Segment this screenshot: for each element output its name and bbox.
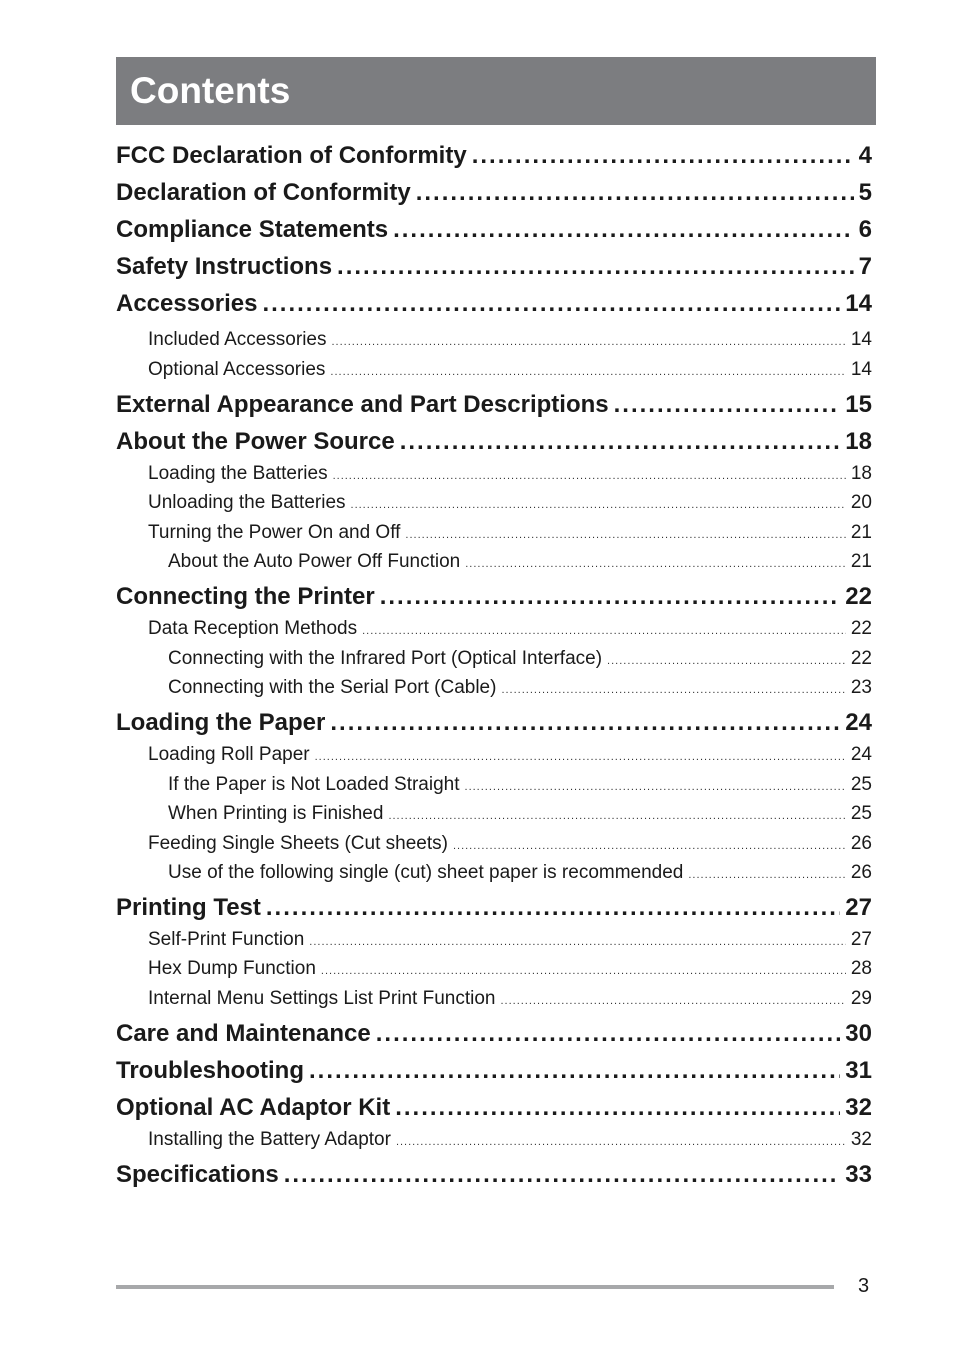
toc-entry[interactable]: [116, 1092, 872, 1124]
toc-entry[interactable]: [116, 251, 872, 283]
footer-rule: [116, 1285, 834, 1289]
toc-entry-page: 22: [850, 618, 872, 639]
toc-subentry[interactable]: [116, 956, 872, 982]
toc-subentry[interactable]: [116, 327, 872, 353]
toc-entry[interactable]: [116, 426, 872, 458]
toc-subentry[interactable]: [116, 1127, 872, 1153]
page-title: Contents: [130, 70, 291, 111]
dot-leader: [416, 177, 854, 209]
toc-subentry[interactable]: [116, 986, 872, 1012]
dot-leader: [351, 492, 846, 516]
toc-entry-label: Hex Dump Function: [148, 958, 316, 979]
dot-leader: [315, 744, 846, 768]
toc-entry-page: 15: [845, 391, 872, 418]
toc-entry-label: Accessories: [116, 290, 258, 317]
toc-entry-page: 24: [845, 709, 872, 736]
dot-leader: [453, 833, 846, 857]
toc-entry-page: 24: [850, 744, 872, 765]
dot-leader: [309, 1055, 840, 1087]
toc-entry-page: 23: [850, 677, 872, 698]
toc-entry-label: Installing the Battery Adaptor: [148, 1129, 391, 1150]
toc-entry-label: Care and Maintenance: [116, 1020, 371, 1047]
dot-leader: [284, 1159, 841, 1191]
toc-entry[interactable]: [116, 581, 872, 613]
toc-entry-label: Declaration of Conformity: [116, 179, 411, 206]
toc-subsubentry[interactable]: [116, 549, 872, 575]
toc-entry-label: Printing Test: [116, 894, 261, 921]
toc-entry-page: 21: [850, 551, 872, 572]
toc-entry-label: Safety Instructions: [116, 253, 333, 280]
toc-entry-page: 18: [850, 463, 872, 484]
toc-entry-label: Connecting with the Infrared Port (Optical Interface): [168, 648, 603, 669]
dot-leader: [380, 581, 841, 613]
toc-subsubentry[interactable]: [116, 675, 872, 701]
toc-entry-page: 5: [858, 179, 872, 206]
toc-entry-page: 29: [850, 988, 872, 1009]
toc-entry-page: 32: [845, 1094, 872, 1121]
toc-entry-page: 21: [850, 522, 872, 543]
dot-leader: [688, 862, 845, 886]
toc-entry-page: 28: [850, 958, 872, 979]
toc-subsubentry[interactable]: [116, 801, 872, 827]
toc-subentry[interactable]: [116, 461, 872, 487]
toc-entry-label: Data Reception Methods: [148, 618, 358, 639]
toc-entry-label: External Appearance and Part Descriptions: [116, 391, 609, 418]
dot-leader: [309, 929, 846, 953]
toc-subsubentry[interactable]: [116, 860, 872, 886]
toc-entry-label: Optional AC Adaptor Kit: [116, 1094, 391, 1121]
toc-entry-page: 22: [850, 648, 872, 669]
toc-subentry[interactable]: [116, 927, 872, 953]
dot-leader: [262, 288, 840, 320]
toc-entry[interactable]: [116, 1055, 872, 1087]
toc-entry-label: Connecting with the Serial Port (Cable): [168, 677, 497, 698]
toc-entry-label: Included Accessories: [148, 329, 327, 350]
toc-entry[interactable]: [116, 1018, 872, 1050]
toc-entry-page: 14: [845, 290, 872, 317]
dot-leader: [330, 707, 840, 739]
toc-entry[interactable]: [116, 1159, 872, 1191]
toc-entry-label: Loading the Paper: [116, 709, 326, 736]
toc-subentry[interactable]: [116, 831, 872, 857]
toc-entry-page: 20: [850, 492, 872, 513]
contents-header: [116, 57, 876, 125]
dot-leader: [400, 426, 841, 458]
dot-leader: [465, 774, 846, 798]
toc-entry[interactable]: [116, 214, 872, 246]
toc-entry-page: 26: [850, 862, 872, 883]
toc-entry-page: 30: [845, 1020, 872, 1047]
dot-leader: [362, 618, 846, 642]
dot-leader: [395, 1092, 840, 1124]
toc-entry-label: About the Power Source: [116, 428, 395, 455]
dot-leader: [266, 892, 840, 924]
toc-entry[interactable]: [116, 140, 872, 172]
toc-entry-page: 22: [845, 583, 872, 610]
toc-entry-page: 18: [845, 428, 872, 455]
dot-leader: [501, 677, 845, 701]
toc-entry-page: 25: [850, 774, 872, 795]
dot-leader: [321, 958, 846, 982]
dot-leader: [388, 803, 845, 827]
toc-entry-page: 4: [858, 142, 872, 169]
toc-entry-label: Compliance Statements: [116, 216, 389, 243]
toc-entry-page: 33: [845, 1161, 872, 1188]
dot-leader: [472, 140, 854, 172]
toc-entry-label: Connecting the Printer: [116, 583, 375, 610]
dot-leader: [376, 1018, 841, 1050]
toc-entry-page: 31: [845, 1057, 872, 1084]
toc-entry-label: Internal Menu Settings List Print Function: [148, 988, 496, 1009]
toc-entry-label: Unloading the Batteries: [148, 492, 346, 513]
dot-leader: [500, 988, 845, 1012]
dot-leader: [614, 389, 841, 421]
toc-entry-page: 27: [845, 894, 872, 921]
dot-leader: [337, 251, 854, 283]
toc-subsubentry[interactable]: [116, 646, 872, 672]
dot-leader: [607, 648, 846, 672]
toc-entry-label: Specifications: [116, 1161, 279, 1188]
toc-entry-label: FCC Declaration of Conformity: [116, 142, 467, 169]
dot-leader: [393, 214, 854, 246]
toc-entry-page: 26: [850, 833, 872, 854]
toc-subentry[interactable]: [116, 490, 872, 516]
toc-entry-label: Feeding Single Sheets (Cut sheets): [148, 833, 448, 854]
toc-entry-page: 6: [858, 216, 872, 243]
toc-entry-label: If the Paper is Not Loaded Straight: [168, 774, 460, 795]
dot-leader: [330, 359, 845, 383]
toc-entry-label: When Printing is Finished: [168, 803, 384, 824]
toc-subsubentry[interactable]: [116, 772, 872, 798]
toc-subentry[interactable]: [116, 357, 872, 383]
toc-subentry[interactable]: [116, 742, 872, 768]
page-number: 3: [858, 1275, 870, 1297]
dot-leader: [405, 522, 845, 546]
toc-entry[interactable]: [116, 892, 872, 924]
toc-entry-label: About the Auto Power Off Function: [168, 551, 461, 572]
toc-entry-page: 27: [850, 929, 872, 950]
toc-entry[interactable]: [116, 389, 872, 421]
dot-leader: [465, 551, 846, 575]
toc-entry-label: Turning the Power On and Off: [148, 522, 401, 543]
toc-entry-label: Troubleshooting: [116, 1057, 304, 1084]
toc-entry[interactable]: [116, 288, 872, 320]
toc-entry-label: Self-Print Function: [148, 929, 305, 950]
toc-entry-page: 32: [850, 1129, 872, 1150]
toc-entry[interactable]: [116, 707, 872, 739]
toc-entry-page: 14: [850, 359, 872, 380]
toc-entry-page: 25: [850, 803, 872, 824]
toc-subentry[interactable]: [116, 520, 872, 546]
toc-entry-label: Use of the following single (cut) sheet paper is recommended: [168, 862, 684, 883]
dot-leader: [332, 329, 846, 353]
toc-entry-label: Loading the Batteries: [148, 463, 328, 484]
toc-entry-page: 14: [850, 329, 872, 350]
toc-subentry[interactable]: [116, 616, 872, 642]
dot-leader: [333, 463, 846, 487]
toc-entry[interactable]: [116, 177, 872, 209]
toc-entry-page: 7: [858, 253, 872, 280]
dot-leader: [396, 1129, 846, 1153]
toc-entry-label: Optional Accessories: [148, 359, 326, 380]
toc-entry-label: Loading Roll Paper: [148, 744, 310, 765]
